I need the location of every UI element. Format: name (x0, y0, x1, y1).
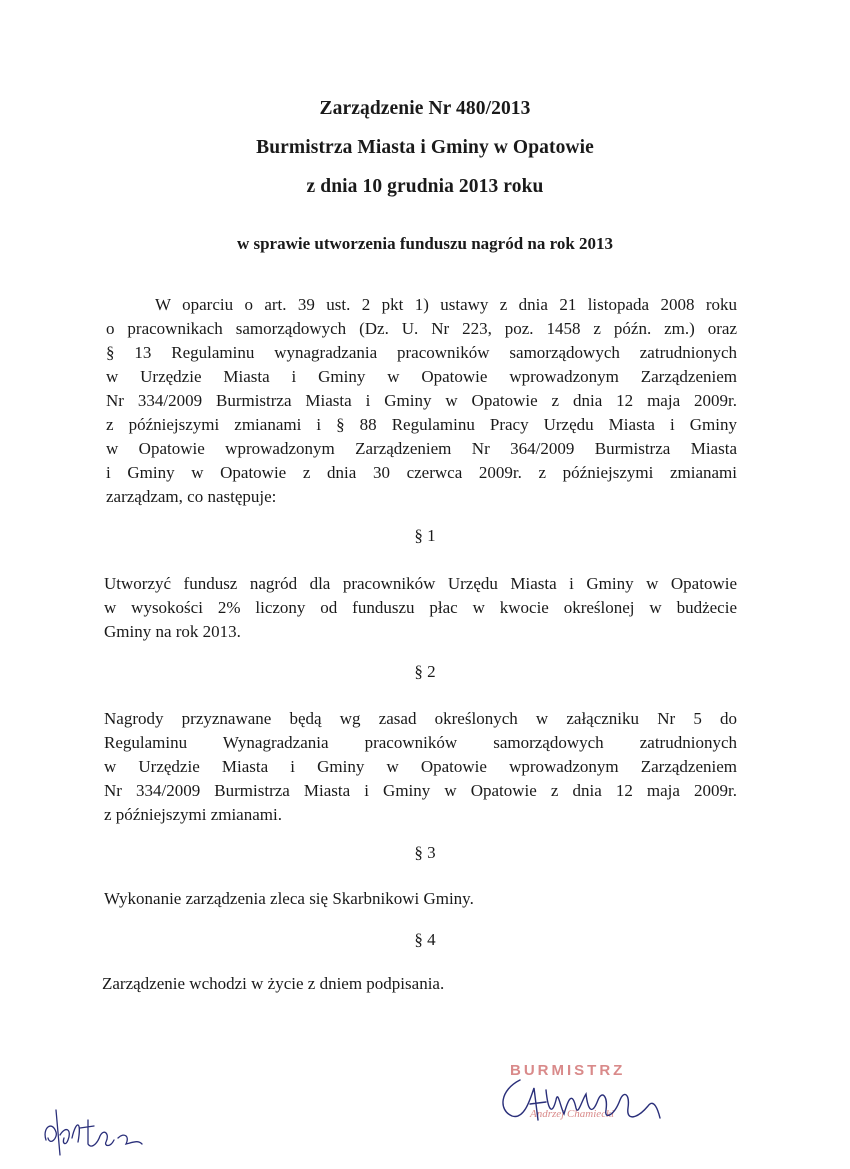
section-1-body (104, 572, 737, 644)
stamp-name: Andrzej Chamiecki (530, 1108, 615, 1120)
stamp-title: BURMISTRZ (510, 1062, 626, 1079)
section-3-body (104, 887, 737, 911)
intro-line: z późniejszymi zmianami i § 88 Regulaminu Pracy Urzędu Miasta i Gminy (106, 415, 737, 434)
intro-line: w Opatowie wprowadzonym Zarządzeniem Nr 364/2009 Burmistrza Miasta (106, 439, 737, 458)
section-line: Nagrody przyznawane będą wg zasad określonych w załączniku Nr 5 do (104, 709, 737, 728)
intro-line: Nr 334/2009 Burmistrza Miasta i Gminy w Opatowie z dnia 12 maja 2009r. (106, 391, 737, 410)
section-3-heading: § 3 (414, 843, 436, 862)
section-line: Wykonanie zarządzenia zleca się Skarbnikowi Gminy. (104, 889, 474, 908)
document-date: z dnia 10 grudnia 2013 roku (306, 176, 544, 197)
section-line: z późniejszymi zmianami. (104, 805, 282, 824)
section-line: Regulaminu Wynagradzania pracowników samorządowych zatrudnionych (104, 733, 737, 752)
signature (490, 1060, 670, 1130)
intro-line: zarządzam, co następuje: (106, 487, 277, 506)
section-2-body (104, 707, 737, 827)
section-2-heading: § 2 (414, 662, 436, 681)
intro-line: § 13 Regulaminu wynagradzania pracowników samorządowych zatrudnionych (106, 343, 737, 362)
section-line: Utworzyć fundusz nagród dla pracowników Urzędu Miasta i Gminy w Opatowie (104, 574, 737, 593)
intro-line: W oparciu o art. 39 ust. 2 pkt 1) ustawy z dnia 21 listopada 2008 roku (155, 295, 737, 314)
section-line: Nr 334/2009 Burmistrza Miasta i Gminy w Opatowie z dnia 12 maja 2009r. (104, 781, 737, 800)
document-subject: w sprawie utworzenia funduszu nagród na rok 2013 (236, 234, 614, 253)
handwritten-initials (38, 1080, 148, 1160)
section-4-body (102, 972, 737, 996)
section-1-heading: § 1 (414, 526, 436, 545)
intro-line: o pracownikach samorządowych (Dz. U. Nr 223, poz. 1458 z późn. zm.) oraz (106, 319, 737, 338)
section-4-heading: § 4 (414, 930, 436, 949)
document-issuer: Burmistrza Miasta i Gminy w Opatowie (256, 137, 594, 158)
intro-paragraph (106, 293, 737, 509)
document-title: Zarządzenie Nr 480/2013 (319, 98, 531, 119)
section-line: w Urzędzie Miasta i Gminy w Opatowie wprowadzonym Zarządzeniem (104, 757, 737, 776)
section-line: w wysokości 2% liczony od funduszu płac w kwocie określonej w budżecie (104, 598, 737, 617)
intro-line: i Gminy w Opatowie z dnia 30 czerwca 2009r. z późniejszymi zmianami (106, 463, 737, 482)
intro-line: w Urzędzie Miasta i Gminy w Opatowie wprowadzonym Zarządzeniem (106, 367, 737, 386)
section-line: Gminy na rok 2013. (104, 622, 241, 641)
official-stamp (490, 1060, 670, 1130)
section-line: Zarządzenie wchodzi w życie z dniem podpisania. (102, 974, 445, 993)
